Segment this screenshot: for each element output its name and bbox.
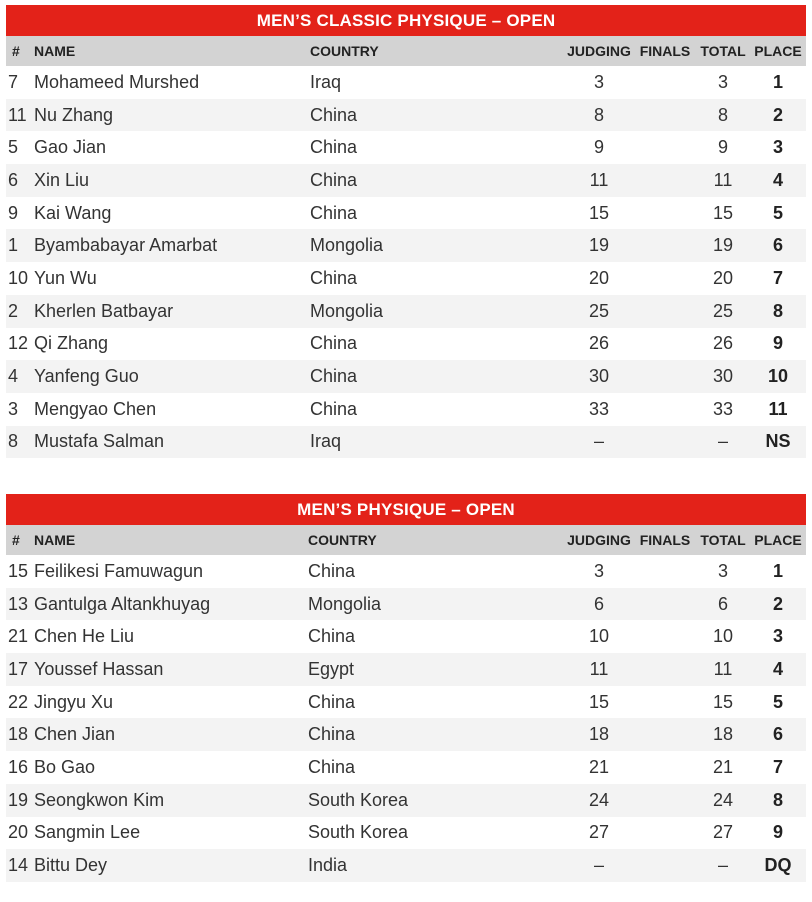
table-row (6, 295, 806, 328)
place-value: 3 (750, 620, 806, 653)
row-number: 8 (6, 426, 34, 459)
place-value: 10 (750, 360, 806, 393)
athlete-name: Qi Zhang (34, 328, 310, 361)
athlete-name: Youssef Hassan (34, 653, 308, 686)
finals-score (634, 620, 696, 653)
place-value: 6 (750, 718, 806, 751)
judging-score: 20 (564, 262, 634, 295)
table-body (6, 555, 806, 882)
table-row (6, 99, 806, 132)
place-value: 2 (750, 588, 806, 621)
finals-score (634, 229, 696, 262)
header-finals: FINALS (634, 36, 696, 66)
athlete-name: Seongkwon Kim (34, 784, 308, 817)
total-score: 27 (696, 817, 750, 850)
athlete-country: South Korea (308, 784, 564, 817)
judging-score: – (564, 426, 634, 459)
athlete-name: Yun Wu (34, 262, 310, 295)
table-row (6, 262, 806, 295)
place-value: 1 (750, 66, 806, 99)
finals-score (634, 393, 696, 426)
athlete-country: China (310, 197, 564, 230)
finals-score (634, 555, 696, 588)
row-number: 15 (6, 555, 34, 588)
finals-score (634, 164, 696, 197)
header-name: NAME (34, 525, 308, 555)
header-number: # (6, 36, 34, 66)
judging-score: 8 (564, 99, 634, 132)
place-value: 4 (750, 164, 806, 197)
total-score: 8 (696, 99, 750, 132)
row-number: 1 (6, 229, 34, 262)
header-judging: JUDGING (564, 36, 634, 66)
table-row (6, 718, 806, 751)
athlete-country: Mongolia (310, 295, 564, 328)
athlete-country: India (308, 849, 564, 882)
finals-score (634, 588, 696, 621)
judging-score: 9 (564, 131, 634, 164)
judging-score: 6 (564, 588, 634, 621)
table-row (6, 66, 806, 99)
athlete-country: China (310, 262, 564, 295)
header-name: NAME (34, 36, 310, 66)
table-row (6, 393, 806, 426)
total-score: 3 (696, 66, 750, 99)
judging-score: 11 (564, 653, 634, 686)
row-number: 3 (6, 393, 34, 426)
athlete-country: China (308, 555, 564, 588)
table-body (6, 66, 806, 458)
judging-score: 15 (564, 197, 634, 230)
place-value: NS (750, 426, 806, 459)
table-row (6, 555, 806, 588)
judging-score: 27 (564, 817, 634, 850)
table-row (6, 686, 806, 719)
finals-score (634, 360, 696, 393)
athlete-name: Feilikesi Famuwagun (34, 555, 308, 588)
total-score: – (696, 849, 750, 882)
row-number: 10 (6, 262, 34, 295)
athlete-country: China (310, 99, 564, 132)
athlete-name: Sangmin Lee (34, 817, 308, 850)
row-number: 7 (6, 66, 34, 99)
row-number: 4 (6, 360, 34, 393)
header-judging: JUDGING (564, 525, 634, 555)
row-number: 22 (6, 686, 34, 719)
finals-score (634, 197, 696, 230)
athlete-country: China (310, 164, 564, 197)
header-number: # (6, 525, 34, 555)
athlete-country: China (308, 718, 564, 751)
row-number: 21 (6, 620, 34, 653)
athlete-name: Mengyao Chen (34, 393, 310, 426)
total-score: 9 (696, 131, 750, 164)
place-value: 4 (750, 653, 806, 686)
athlete-country: China (308, 751, 564, 784)
athlete-name: Mustafa Salman (34, 426, 310, 459)
total-score: 11 (696, 164, 750, 197)
row-number: 14 (6, 849, 34, 882)
row-number: 16 (6, 751, 34, 784)
judging-score: 19 (564, 229, 634, 262)
place-value: 9 (750, 817, 806, 850)
judging-score: 24 (564, 784, 634, 817)
total-score: 15 (696, 197, 750, 230)
table-row (6, 849, 806, 882)
table-title: MEN’S PHYSIQUE – OPEN (6, 494, 806, 525)
row-number: 5 (6, 131, 34, 164)
judging-score: 3 (564, 555, 634, 588)
table-title-row (6, 494, 806, 525)
table-row (6, 164, 806, 197)
athlete-name: Jingyu Xu (34, 686, 308, 719)
header-country: COUNTRY (310, 36, 564, 66)
athlete-country: South Korea (308, 817, 564, 850)
total-score: 24 (696, 784, 750, 817)
athlete-name: Mohameed Murshed (34, 66, 310, 99)
table-row (6, 588, 806, 621)
judging-score: 25 (564, 295, 634, 328)
athlete-name: Gao Jian (34, 131, 310, 164)
total-score: 11 (696, 653, 750, 686)
column-header-row (6, 36, 806, 66)
classic-physique-results-table (6, 5, 806, 458)
table-row (6, 197, 806, 230)
row-number: 2 (6, 295, 34, 328)
place-value: 7 (750, 751, 806, 784)
finals-score (634, 99, 696, 132)
header-finals: FINALS (634, 525, 696, 555)
header-place: PLACE (750, 525, 806, 555)
header-country: COUNTRY (308, 525, 564, 555)
total-score: 15 (696, 686, 750, 719)
table-row (6, 229, 806, 262)
total-score: – (696, 426, 750, 459)
athlete-name: Gantulga Altankhuyag (34, 588, 308, 621)
table-row (6, 620, 806, 653)
row-number: 18 (6, 718, 34, 751)
place-value: 9 (750, 328, 806, 361)
judging-score: 3 (564, 66, 634, 99)
judging-score: 33 (564, 393, 634, 426)
athlete-name: Kai Wang (34, 197, 310, 230)
finals-score (634, 131, 696, 164)
total-score: 33 (696, 393, 750, 426)
judging-score: 26 (564, 328, 634, 361)
total-score: 25 (696, 295, 750, 328)
finals-score (634, 718, 696, 751)
finals-score (634, 328, 696, 361)
athlete-country: China (308, 620, 564, 653)
judging-score: 10 (564, 620, 634, 653)
total-score: 20 (696, 262, 750, 295)
table-row (6, 817, 806, 850)
athlete-country: China (310, 328, 564, 361)
total-score: 21 (696, 751, 750, 784)
judging-score: 15 (564, 686, 634, 719)
total-score: 26 (696, 328, 750, 361)
table-row (6, 328, 806, 361)
place-value: 8 (750, 295, 806, 328)
table-title: MEN’S CLASSIC PHYSIQUE – OPEN (6, 5, 806, 36)
table-row (6, 784, 806, 817)
table-row (6, 360, 806, 393)
table-row (6, 653, 806, 686)
place-value: 7 (750, 262, 806, 295)
judging-score: 30 (564, 360, 634, 393)
place-value: 6 (750, 229, 806, 262)
athlete-country: Iraq (310, 426, 564, 459)
row-number: 12 (6, 328, 34, 361)
total-score: 30 (696, 360, 750, 393)
athlete-name: Yanfeng Guo (34, 360, 310, 393)
place-value: 5 (750, 686, 806, 719)
finals-score (634, 686, 696, 719)
row-number: 20 (6, 817, 34, 850)
finals-score (634, 426, 696, 459)
finals-score (634, 751, 696, 784)
athlete-name: Xin Liu (34, 164, 310, 197)
athlete-country: Mongolia (310, 229, 564, 262)
mens-physique-results-table (6, 494, 806, 882)
table-row (6, 751, 806, 784)
place-value: 1 (750, 555, 806, 588)
total-score: 19 (696, 229, 750, 262)
athlete-name: Chen Jian (34, 718, 308, 751)
place-value: DQ (750, 849, 806, 882)
judging-score: 11 (564, 164, 634, 197)
row-number: 13 (6, 588, 34, 621)
athlete-name: Bo Gao (34, 751, 308, 784)
athlete-country: Iraq (310, 66, 564, 99)
column-header-row (6, 525, 806, 555)
place-value: 2 (750, 99, 806, 132)
judging-score: 21 (564, 751, 634, 784)
header-total: TOTAL (696, 36, 750, 66)
finals-score (634, 66, 696, 99)
total-score: 6 (696, 588, 750, 621)
total-score: 18 (696, 718, 750, 751)
table-row (6, 131, 806, 164)
athlete-name: Chen He Liu (34, 620, 308, 653)
athlete-name: Bittu Dey (34, 849, 308, 882)
judging-score: – (564, 849, 634, 882)
athlete-country: Egypt (308, 653, 564, 686)
athlete-name: Nu Zhang (34, 99, 310, 132)
place-value: 11 (750, 393, 806, 426)
finals-score (634, 784, 696, 817)
header-place: PLACE (750, 36, 806, 66)
finals-score (634, 849, 696, 882)
athlete-country: China (310, 131, 564, 164)
place-value: 3 (750, 131, 806, 164)
athlete-country: China (310, 393, 564, 426)
place-value: 8 (750, 784, 806, 817)
athlete-name: Byambabayar Amarbat (34, 229, 310, 262)
finals-score (634, 262, 696, 295)
athlete-name: Kherlen Batbayar (34, 295, 310, 328)
finals-score (634, 817, 696, 850)
athlete-country: China (308, 686, 564, 719)
row-number: 9 (6, 197, 34, 230)
row-number: 19 (6, 784, 34, 817)
row-number: 6 (6, 164, 34, 197)
athlete-country: China (310, 360, 564, 393)
place-value: 5 (750, 197, 806, 230)
athlete-country: Mongolia (308, 588, 564, 621)
row-number: 17 (6, 653, 34, 686)
finals-score (634, 653, 696, 686)
judging-score: 18 (564, 718, 634, 751)
table-title-row (6, 5, 806, 36)
finals-score (634, 295, 696, 328)
table-row (6, 426, 806, 459)
row-number: 11 (6, 99, 34, 132)
total-score: 3 (696, 555, 750, 588)
total-score: 10 (696, 620, 750, 653)
header-total: TOTAL (696, 525, 750, 555)
